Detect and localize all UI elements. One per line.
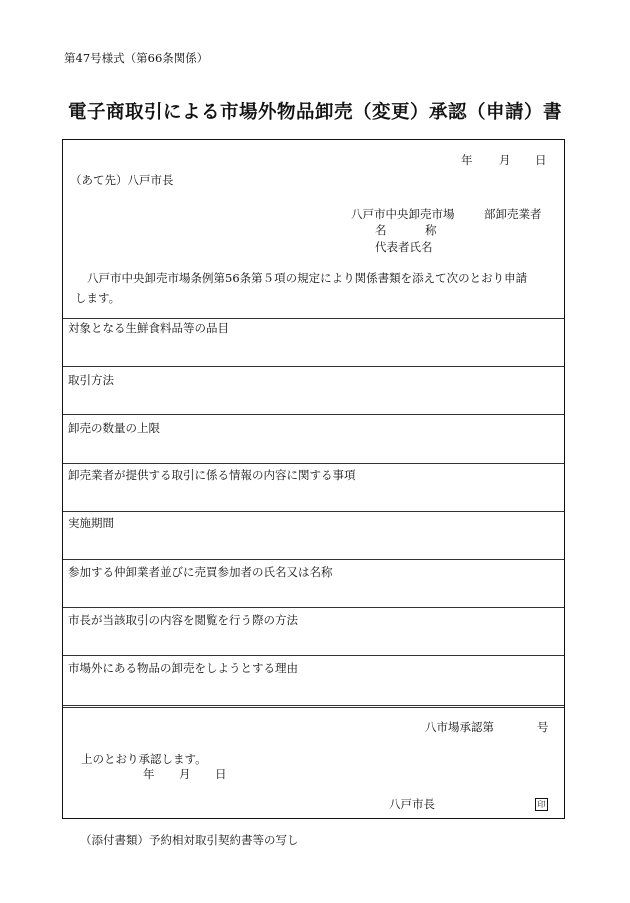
applicant-department: 部卸売業者 xyxy=(484,207,542,221)
addressee: （あて先）八戸市長 xyxy=(70,173,174,187)
approval-day: 日 xyxy=(215,767,227,781)
statement-line-1: 八戸市中央卸売市場条例第56条第５項の規定により関係書類を添えて次のとおり申請 xyxy=(87,271,528,285)
approval-mayor: 八戸市長 xyxy=(389,797,435,811)
section-divider xyxy=(63,559,564,560)
name-label-2: 称 xyxy=(425,223,437,237)
seal-mark: 印 xyxy=(535,798,548,811)
date-day: 日 xyxy=(535,153,547,167)
section-info-label: 卸売業者が提供する取引に係る情報の内容に関する事項 xyxy=(68,468,356,482)
seal-icon xyxy=(535,796,548,811)
application-form xyxy=(62,139,565,819)
section-divider xyxy=(63,414,564,415)
approval-number-prefix: 八市場承認第 xyxy=(425,720,494,734)
section-method-label: 取引方法 xyxy=(68,373,114,387)
approval-number-suffix: 号 xyxy=(537,720,549,734)
section-divider xyxy=(63,511,564,512)
section-viewing-label: 市長が当該取引の内容を閲覧を行う際の方法 xyxy=(68,613,298,627)
approval-text: 上のとおり承認します。 xyxy=(81,752,207,766)
name-label-1: 名 xyxy=(375,223,387,237)
page-title: 電子商取引による市場外物品卸売（変更）承認（申請）書 xyxy=(67,102,562,123)
section-participants-label: 参加する仲卸業者並びに売買参加者の氏名又は名称 xyxy=(68,565,333,579)
date-month: 月 xyxy=(499,153,511,167)
applicant-market: 八戸市中央卸売市場 xyxy=(351,207,455,221)
section-divider xyxy=(63,607,564,608)
date-year: 年 xyxy=(461,153,473,167)
section-quantity-label: 卸売の数量の上限 xyxy=(68,421,160,435)
attachments-note: （添付書類）予約相対取引契約書等の写し xyxy=(80,833,299,847)
section-items-label: 対象となる生鮮食料品等の品目 xyxy=(68,321,229,335)
approval-divider xyxy=(63,705,564,708)
section-divider xyxy=(63,366,564,367)
statement-line-2: します。 xyxy=(75,291,121,305)
approval-month: 月 xyxy=(179,767,191,781)
representative-label: 代表者氏名 xyxy=(375,240,433,254)
section-reason-label: 市場外にある物品の卸売をしようとする理由 xyxy=(68,661,298,675)
section-divider xyxy=(63,463,564,464)
form-number: 第47号様式（第66条関係） xyxy=(64,51,209,65)
section-divider xyxy=(63,655,564,656)
section-divider xyxy=(63,318,564,319)
section-period-label: 実施期間 xyxy=(68,516,114,530)
approval-year: 年 xyxy=(143,767,155,781)
